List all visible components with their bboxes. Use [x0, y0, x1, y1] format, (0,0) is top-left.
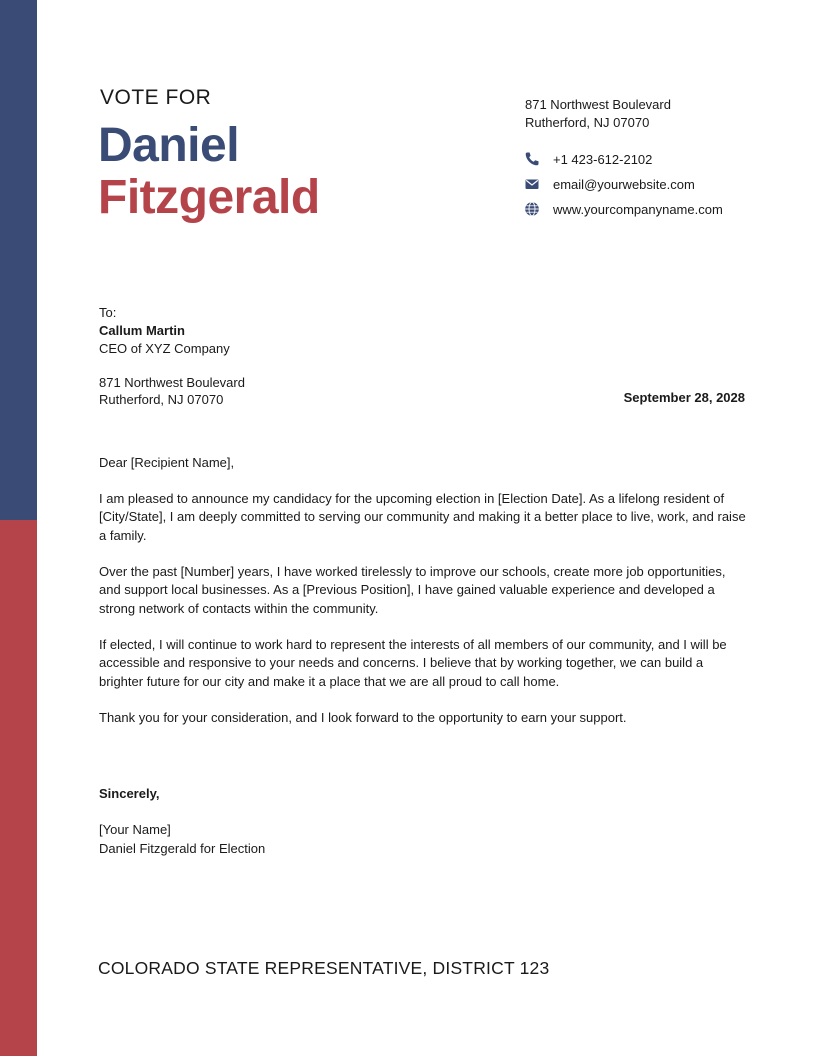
contact-website	[524, 201, 723, 217]
mail-icon	[524, 176, 540, 192]
recipient-address-line1: 871 Northwest Boulevard	[99, 375, 245, 390]
body-paragraph-1: I am pleased to announce my candidacy for the upcoming election in [Election Date]. As a lifelong resident of [City/State], I am deeply committed to serving our community and making it a better place to live, work, and raise a family.	[99, 491, 746, 543]
sender-address-line2: Rutherford, NJ 07070	[525, 115, 650, 130]
left-stripe-blue	[0, 0, 37, 520]
vote-for-heading: VOTE FOR	[100, 86, 212, 109]
signature-name: [Your Name]	[99, 822, 171, 837]
salutation: Dear [Recipient Name],	[99, 455, 235, 470]
closing: Sincerely,	[99, 786, 160, 801]
footer-office-title: COLORADO STATE REPRESENTATIVE, DISTRICT 123	[98, 958, 550, 978]
recipient-name: Callum Martin	[99, 323, 185, 338]
contact-email	[524, 176, 695, 192]
recipient-address-line2: Rutherford, NJ 07070	[99, 392, 224, 407]
to-label: To:	[99, 305, 117, 320]
recipient-title: CEO of XYZ Company	[99, 341, 230, 356]
body-paragraph-2: Over the past [Number] years, I have worked tirelessly to improve our schools, create more job opportunities, and support local businesses. As a [Previous Position], I have gained valuable experience and developed a strong network of contacts within the community.	[99, 564, 726, 616]
contact-phone-text: +1 423-612-2102	[553, 151, 653, 167]
contact-website-text: www.yourcompanyname.com	[553, 201, 723, 217]
body-paragraph-3: If elected, I will continue to work hard to represent the interests of all members of our community, and I will be accessible and responsive to your needs and concerns. I believe that by working together, we can build a brighter future for our city and make it a place that we are all proud to call home.	[99, 637, 727, 689]
candidate-last-name: Fitzgerald	[98, 171, 320, 224]
candidate-first-name: Daniel	[98, 119, 240, 172]
left-stripe-red	[0, 520, 37, 1056]
body-paragraph-4: Thank you for your consideration, and I look forward to the opportunity to earn your support.	[99, 710, 627, 725]
globe-icon	[524, 201, 540, 217]
contact-phone	[524, 151, 652, 167]
signature-line: Daniel Fitzgerald for Election	[99, 841, 266, 856]
letter-date: September 28, 2028	[623, 390, 745, 405]
phone-icon	[524, 151, 540, 167]
sender-address-line1: 871 Northwest Boulevard	[525, 97, 671, 112]
contact-email-text: email@yourwebsite.com	[553, 176, 695, 192]
